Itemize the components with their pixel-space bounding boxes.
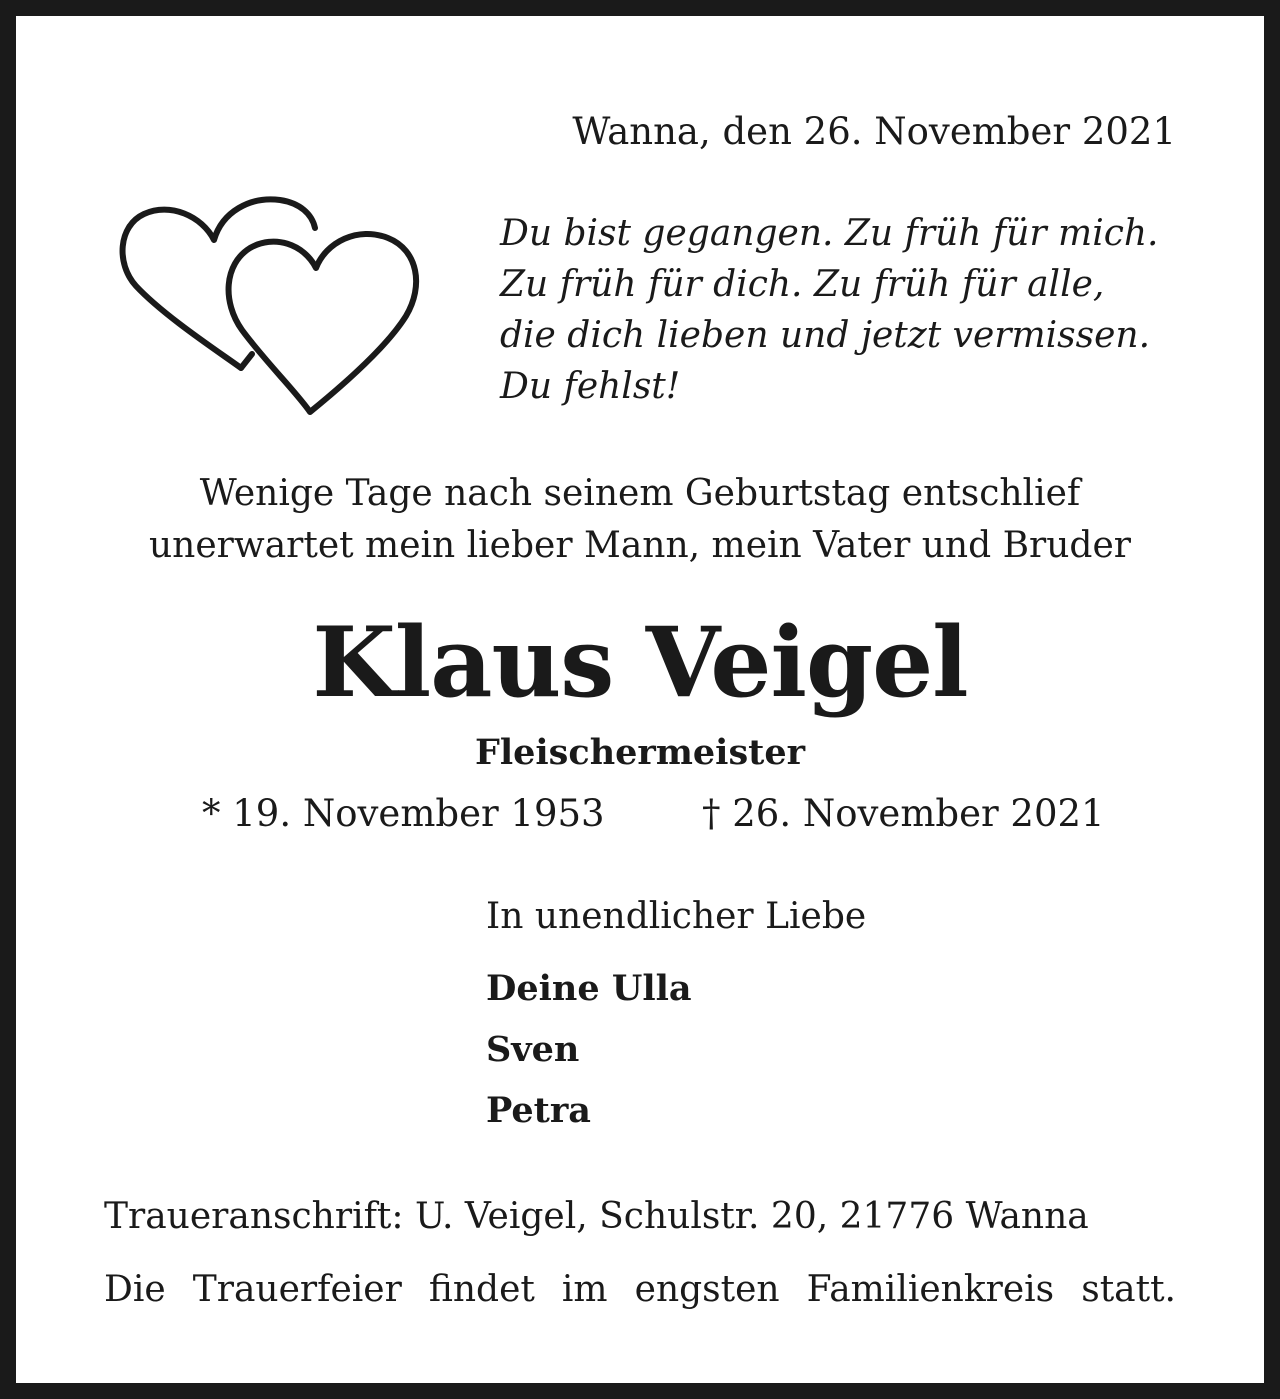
poem-line: Du bist gegangen. Zu früh für mich.	[500, 213, 1159, 254]
death-date: † 26. November 2021	[702, 792, 1105, 835]
birth-date: * 19. November 1953	[202, 792, 605, 835]
place-date: Wanna, den 26. November 2021	[572, 110, 1176, 153]
intro-line: unerwartet mein lieber Mann, mein Vater und Bruder	[149, 525, 1131, 566]
intro-text	[16, 468, 1264, 572]
mourner-name: Petra	[486, 1090, 591, 1131]
back-heart-tip	[241, 354, 252, 368]
poem-line: die dich lieben und jetzt vermissen.	[500, 315, 1151, 356]
intro-line: Wenige Tage nach seinem Geburtstag entschlief	[199, 473, 1081, 514]
ceremony-note: Die Trauerfeier findet im engsten Familienkreis statt.	[104, 1269, 1176, 1310]
deceased-name: Klaus Veigel	[312, 606, 968, 719]
two-hearts-icon	[114, 186, 430, 422]
poem	[500, 208, 1159, 412]
front-heart-outline	[229, 234, 417, 412]
mourning-address: Traueranschrift: U. Veigel, Schulstr. 20, 21776 Wanna	[104, 1196, 1089, 1237]
deceased-profession: Fleischermeister	[474, 732, 806, 773]
poem-line: Du fehlst!	[500, 366, 681, 407]
poem-line: Zu früh für dich. Zu früh für alle,	[500, 264, 1105, 305]
mourners-phrase: In unendlicher Liebe	[486, 896, 867, 937]
back-heart-outline	[123, 199, 315, 368]
mourner-name: Deine Ulla	[486, 968, 692, 1009]
mourner-name: Sven	[486, 1029, 580, 1070]
